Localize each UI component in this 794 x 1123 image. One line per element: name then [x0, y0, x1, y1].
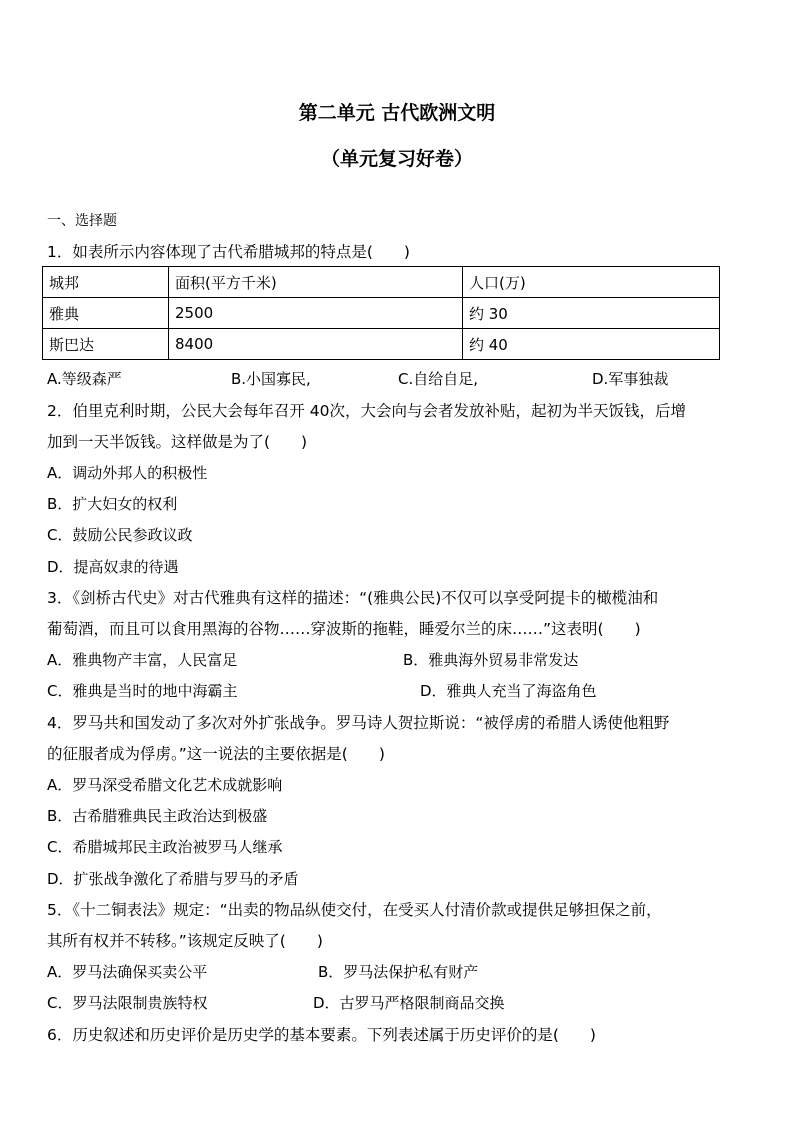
question-2-option-b[interactable]: B．扩大妇女的权利 — [47, 495, 178, 513]
question-2-stem-line-1: 2．伯里克利时期，公民大会每年召开 40次，大会向与会者发放补贴，起初为半天饭钱，后增 — [47, 402, 687, 420]
question-4-option-b[interactable]: B．古希腊雅典民主政治达到极盛 — [47, 807, 268, 825]
question-5-option-a[interactable]: A．罗马法确保买卖公平 — [47, 963, 208, 981]
question-2-option-a[interactable]: A．调动外邦人的积极性 — [47, 464, 208, 482]
question-1-stem: 1．如表所示内容体现了古代希腊城邦的特点是( ) — [47, 243, 410, 261]
question-3-option-c[interactable]: C．雅典是当时的地中海霸主 — [47, 682, 238, 700]
question-4-option-a[interactable]: A．罗马深受希腊文化艺术成就影响 — [47, 776, 283, 794]
table-header-row — [43, 267, 720, 298]
question-1-option-a[interactable]: A.等级森严 — [47, 370, 122, 388]
question-3-option-a[interactable]: A．雅典物产丰富，人民富足 — [47, 651, 238, 669]
question-3-stem-line-2: 葡萄酒，而且可以食用黑海的谷物……穿波斯的拖鞋，睡爱尔兰的床……”这表明( ) — [47, 620, 641, 638]
question-5-stem-line-1: 5．《十二铜表法》规定：“出卖的物品纵使交付，在受买人付清价款或提供足够担保之前， — [47, 901, 662, 919]
question-5-option-d[interactable]: D．古罗马严格限制商品交换 — [313, 994, 505, 1012]
document-subtitle: （单元复习好卷） — [320, 148, 473, 170]
question-4-stem-line-2: 的征服者成为俘虏。”这一说法的主要依据是( ) — [47, 745, 385, 763]
question-4-stem-line-1: 4．罗马共和国发动了多次对外扩张战争。罗马诗人贺拉斯说：“被俘虏的希腊人诱使他粗野 — [47, 714, 670, 732]
question-3-stem-line-1: 3．《剑桥古代史》对古代雅典有这样的描述：“(雅典公民)不仅可以享受阿提卡的橄榄油和 — [47, 589, 659, 607]
question-5-stem-line-2: 其所有权并不转移。”该规定反映了( ) — [47, 932, 323, 950]
table-cell: 2500 — [169, 298, 463, 329]
question-2-option-d[interactable]: D．提高奴隶的待遇 — [47, 558, 179, 576]
table-cell: 约 40 — [463, 329, 720, 360]
question-1-option-b[interactable]: B.小国寡民, — [231, 370, 311, 388]
question-5-option-c[interactable]: C．罗马法限制贵族特权 — [47, 994, 208, 1012]
question-3-option-b[interactable]: B．雅典海外贸易非常发达 — [403, 651, 579, 669]
table-row — [43, 298, 720, 329]
table-cell: 斯巴达 — [43, 329, 169, 360]
section-heading: 一、选择题 — [47, 213, 117, 229]
table-row — [43, 329, 720, 360]
question-2-stem-line-2: 加到一天半饭钱。这样做是为了( ) — [47, 433, 308, 451]
question-4-option-c[interactable]: C．希腊城邦民主政治被罗马人继承 — [47, 838, 283, 856]
question-1-option-c[interactable]: C.自给自足, — [398, 370, 479, 388]
question-2-option-c[interactable]: C．鼓励公民参政议政 — [47, 526, 193, 544]
table-cell: 雅典 — [43, 298, 169, 329]
question-1-option-d[interactable]: D.军事独裁 — [592, 370, 669, 388]
question-1-table — [42, 266, 720, 360]
table-cell: 8400 — [169, 329, 463, 360]
table-cell: 约 30 — [463, 298, 720, 329]
question-6-stem: 6．历史叙述和历史评价是历史学的基本要素。下列表述属于历史评价的是( ) — [47, 1026, 596, 1044]
table-header-cell: 人口(万) — [463, 267, 720, 298]
table-header-cell: 城邦 — [43, 267, 169, 298]
table-header-cell: 面积(平方千米) — [169, 267, 463, 298]
question-5-option-b[interactable]: B．罗马法保护私有财产 — [318, 963, 479, 981]
question-4-option-d[interactable]: D．扩张战争激化了希腊与罗马的矛盾 — [47, 870, 299, 888]
document-title: 第二单元 古代欧洲文明 — [298, 102, 496, 124]
question-3-option-d[interactable]: D．雅典人充当了海盗角色 — [420, 682, 597, 700]
